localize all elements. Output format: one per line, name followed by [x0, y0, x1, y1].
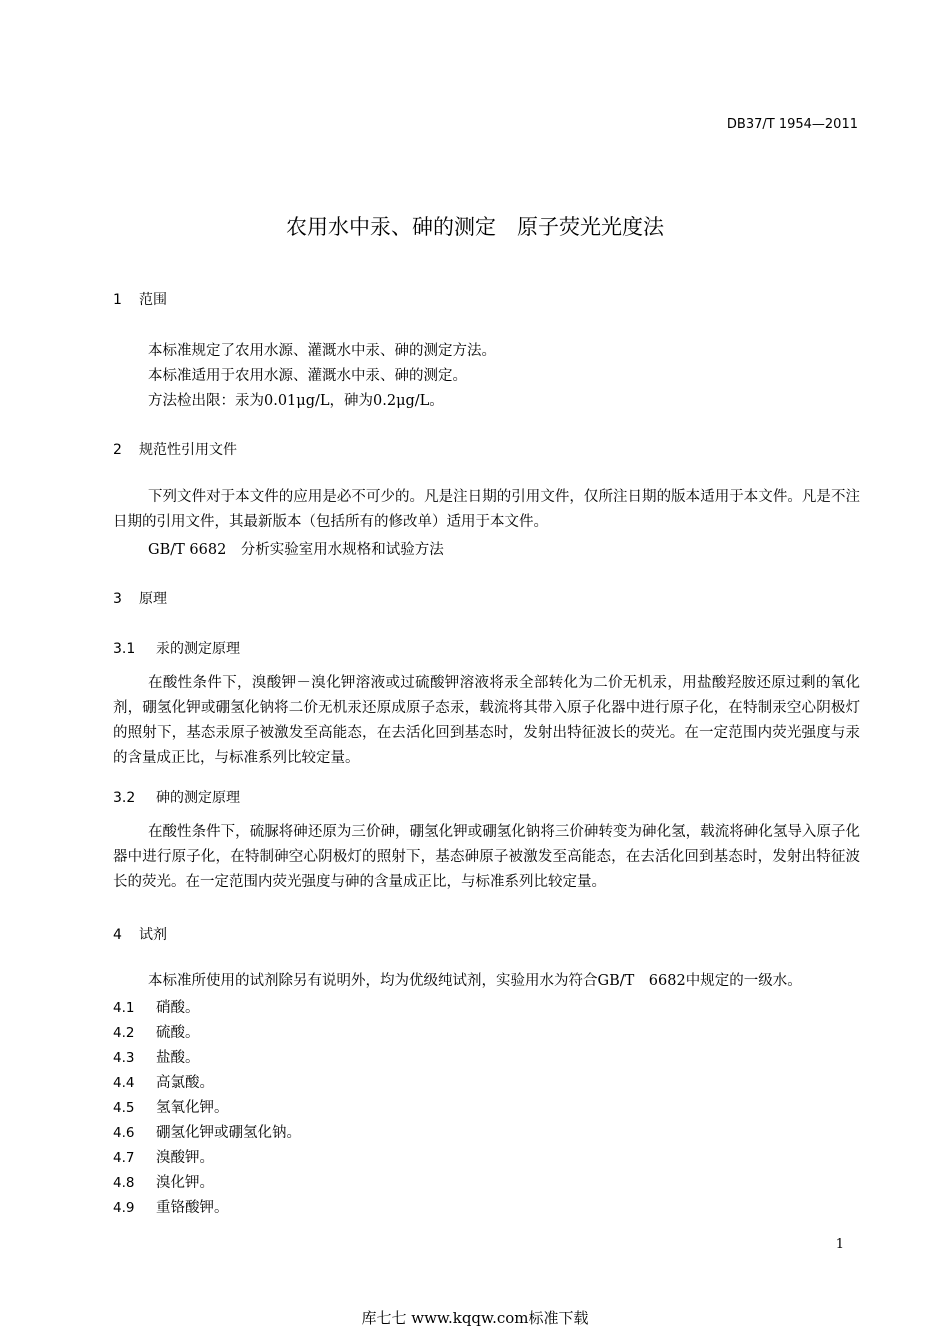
reagent-name: 溴酸钾。 — [156, 1150, 214, 1166]
reference-gbt6682: GB/T 6682 分析实验室用水规格和试验方法 — [148, 542, 444, 558]
reagent-item — [113, 996, 200, 1017]
section-number: 1 — [113, 292, 122, 308]
reagents-intro: 本标准所使用的试剂除另有说明外，均为优级纯试剂，实验用水为符合GB/T 6682中规定的一级水。 — [148, 973, 802, 989]
reagent-number: 4.8 — [113, 1175, 135, 1191]
scope-line-3: 方法检出限：汞为0.01μg/L，砷为0.2μg/L。 — [148, 393, 444, 409]
reagent-number: 4.2 — [113, 1025, 135, 1041]
reagent-item — [113, 1096, 229, 1117]
section-number: 2 — [113, 442, 122, 458]
reagent-number: 4.6 — [113, 1125, 135, 1141]
page-title: 农用水中汞、砷的测定 原子荧光光度法 — [286, 215, 664, 239]
reagent-item — [113, 1021, 200, 1042]
reagent-name: 硝酸。 — [156, 1000, 200, 1016]
arsenic-principle-paragraph: 在酸性条件下，硫脲将砷还原为三价砷，硼氢化钾或硼氢化钠将三价砷转变为砷化氢，载流将砷化氢导入原子化器中进行原子化，在特制砷空心阴极灯的照射下，基态砷原子被激发至高能态，在去活化回到基态时，发射出特征波长的荧光。在一定范围内荧光强度与砷的含量成正比，与标准系列比较定量。 — [113, 824, 860, 890]
reagent-name: 氢氧化钾。 — [156, 1100, 229, 1116]
reagent-name: 硼氢化钾或硼氢化钠。 — [156, 1125, 301, 1141]
scope-line-2: 本标准适用于农用水源、灌溉水中汞、砷的测定。 — [148, 368, 467, 384]
reagent-item — [113, 1046, 200, 1067]
reagent-number: 4.4 — [113, 1075, 135, 1091]
section-number: 4 — [113, 927, 122, 943]
section-title: 试剂 — [139, 927, 167, 943]
reagent-item — [113, 1196, 229, 1217]
reagent-number: 4.9 — [113, 1200, 135, 1216]
reagent-name: 重铬酸钾。 — [156, 1200, 229, 1216]
section-number: 3 — [113, 591, 122, 607]
standard-code: DB37/T 1954—2011 — [726, 117, 858, 132]
reagent-item — [113, 1121, 301, 1142]
subsection-number: 3.1 — [113, 641, 136, 657]
section-1-heading — [113, 289, 167, 309]
normative-references-paragraph: 下列文件对于本文件的应用是必不可少的。凡是注日期的引用文件，仅所注日期的版本适用于本文件。凡是不注日期的引用文件，其最新版本（包括所有的修改单）适用于本文件。 — [113, 489, 860, 530]
reagent-number: 4.3 — [113, 1050, 135, 1066]
reagent-number: 4.1 — [113, 1000, 135, 1016]
reagent-number: 4.7 — [113, 1150, 135, 1166]
subsection-number: 3.2 — [113, 790, 136, 806]
subsection-title: 汞的测定原理 — [156, 641, 240, 657]
subsection-title: 砷的测定原理 — [156, 790, 240, 806]
subsection-3-2-heading — [113, 787, 240, 807]
section-2-heading — [113, 439, 237, 459]
section-title: 范围 — [139, 292, 167, 308]
mercury-principle-paragraph: 在酸性条件下，溴酸钾－溴化钾溶液或过硫酸钾溶液将汞全部转化为二价无机汞，用盐酸羟胺还原过剩的氧化剂，硼氢化钾或硼氢化钠将二价无机汞还原成原子态汞，载流将其带入原子化器中进行原子化，在特制汞空心阴极灯的照射下，基态汞原子被激发至高能态，在去活化回到基态时，发射出特征波长的荧光。在一定范围内荧光强度与汞的含量成正比，与标准系列比较定量。 — [113, 675, 860, 766]
section-title: 原理 — [139, 591, 167, 607]
section-title: 规范性引用文件 — [139, 442, 237, 458]
section-3-heading — [113, 588, 167, 608]
reagent-item — [113, 1071, 214, 1092]
section-4-heading — [113, 924, 167, 944]
scope-line-1: 本标准规定了农用水源、灌溉水中汞、砷的测定方法。 — [148, 343, 496, 359]
footer-watermark: 库七七 www.kqqw.com标准下载 — [361, 1309, 589, 1327]
reagent-name: 高氯酸。 — [156, 1075, 214, 1091]
reagent-name: 盐酸。 — [156, 1050, 200, 1066]
reagent-number: 4.5 — [113, 1100, 135, 1116]
reagent-item — [113, 1146, 214, 1167]
reagent-item — [113, 1171, 214, 1192]
page-number: 1 — [835, 1237, 844, 1252]
reagent-name: 溴化钾。 — [156, 1175, 214, 1191]
subsection-3-1-heading — [113, 638, 240, 658]
reagent-name: 硫酸。 — [156, 1025, 200, 1041]
